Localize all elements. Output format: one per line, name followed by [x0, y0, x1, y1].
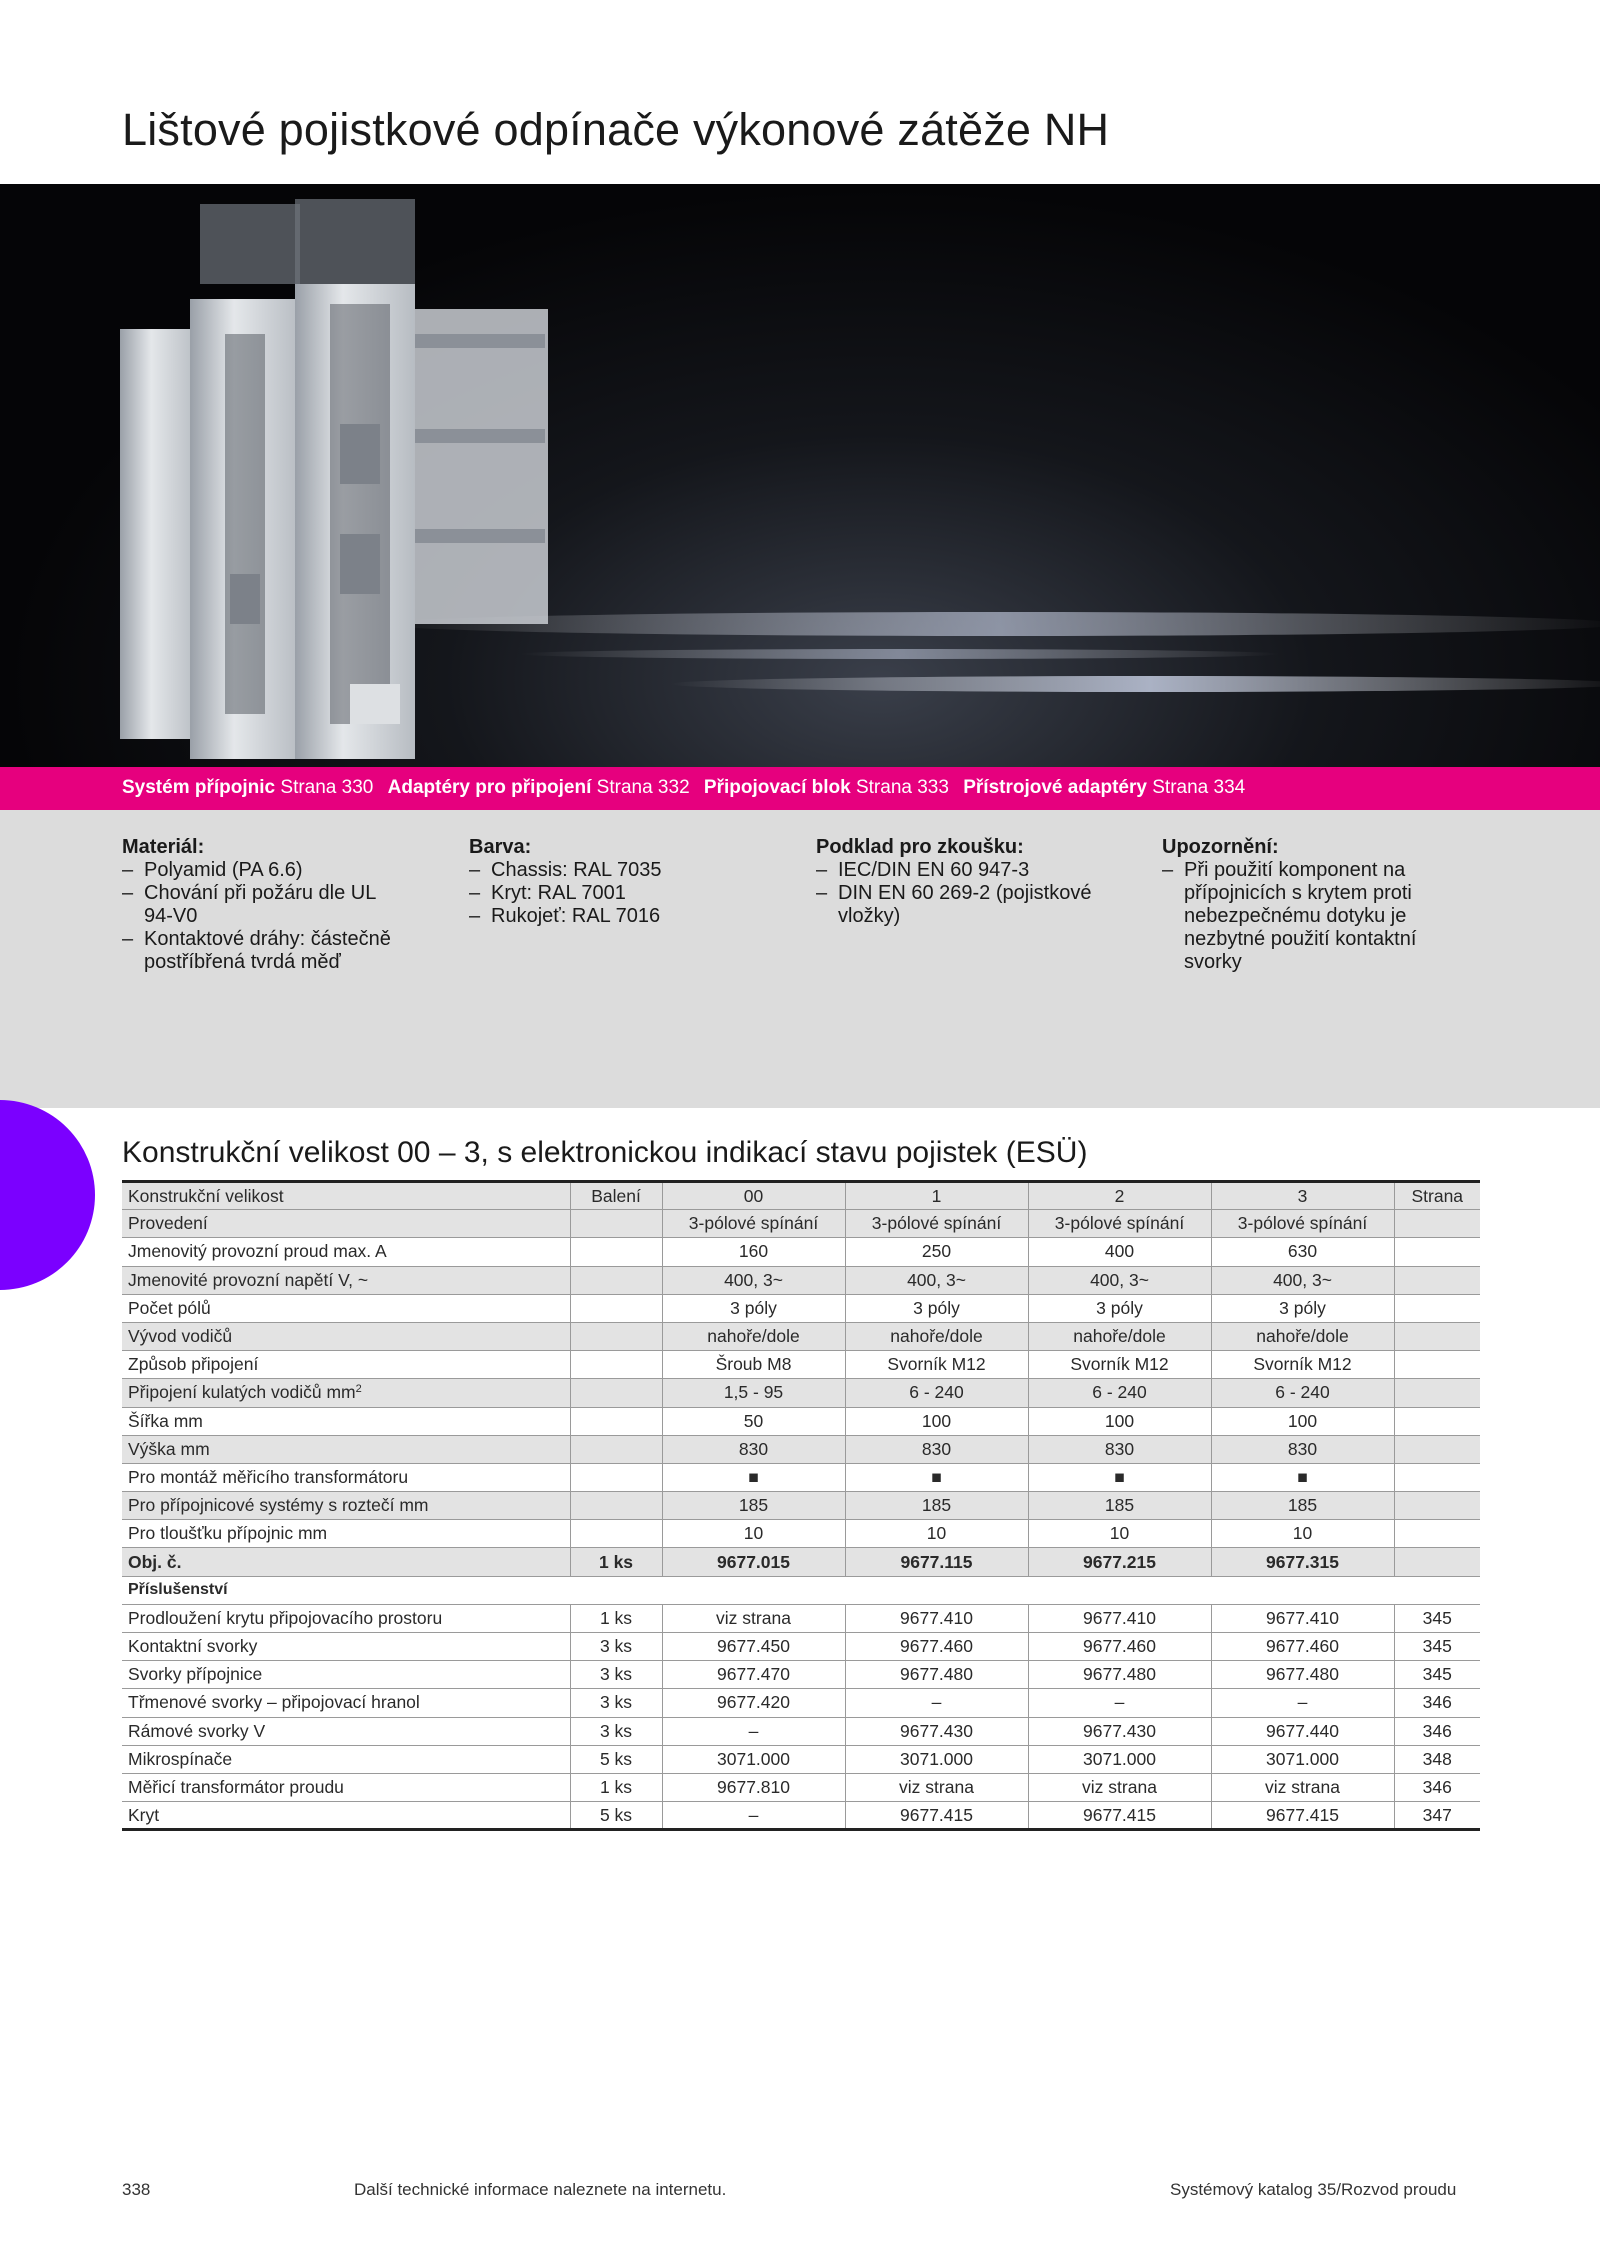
row-label: Svorky přípojnice [122, 1661, 570, 1689]
table-cell: 9677.015 [662, 1548, 845, 1576]
table-cell: 100 [1211, 1407, 1394, 1435]
table-cell: 1,5 - 95 [662, 1379, 845, 1407]
table-row [122, 1435, 1480, 1463]
table-cell: 630 [1211, 1238, 1394, 1266]
xref-connection-block-page: Strana 333 [855, 777, 949, 798]
table-cell: 9677.480 [1211, 1661, 1394, 1689]
xref-busbar-system-page: Strana 330 [280, 777, 374, 798]
table-cell: viz strana [1211, 1773, 1394, 1801]
row-label: Třmenové svorky – připojovací hranol [122, 1689, 570, 1717]
superscript: 2 [355, 1383, 362, 1396]
row-label: Měřicí transformátor proudu [122, 1773, 570, 1801]
table-cell: ■ [845, 1463, 1028, 1491]
table-cell: 400, 3~ [1028, 1266, 1211, 1294]
row-label: Připojení kulatých vodičů $mm^2$ [122, 1379, 570, 1407]
table-cell [1394, 1210, 1480, 1238]
table-cell: nahoře/dole [1028, 1322, 1211, 1350]
table-cell: 1 ks [570, 1773, 662, 1801]
table-cell [570, 1463, 662, 1491]
info-notice-heading: Upozornění: [1162, 836, 1279, 858]
row-label: Pro montáž měřicího transformátoru [122, 1463, 570, 1491]
row-label: Šířka mm [122, 1407, 570, 1435]
info-test-basis-item: – DIN EN 60 269-2 (pojistkové vložky) [816, 882, 1116, 928]
table-row [122, 1661, 1480, 1689]
row-label: Jmenovité provozní napětí V, ~ [122, 1266, 570, 1294]
table-cell: – [845, 1689, 1028, 1717]
row-label: Kontaktní svorky [122, 1633, 570, 1661]
table-row [122, 1294, 1480, 1322]
table-row [122, 1689, 1480, 1717]
table-cell [1394, 1407, 1480, 1435]
info-color-item: – Rukojeť: RAL 7016 [469, 905, 779, 928]
table-row [122, 1548, 1480, 1576]
product-photo [0, 184, 1600, 767]
table-cell [570, 1407, 662, 1435]
table-cell [1394, 1238, 1480, 1266]
table-cell [570, 1238, 662, 1266]
table-row [122, 1322, 1480, 1350]
table-cell: 00 [662, 1182, 845, 1210]
xref-connection-block[interactable]: Připojovací blok [703, 777, 851, 798]
table-cell: 3-pólové spínání [1028, 1210, 1211, 1238]
table-cell: ■ [662, 1463, 845, 1491]
accessories-heading-row [122, 1576, 1480, 1604]
table-cell: 1 ks [570, 1604, 662, 1632]
info-color [469, 836, 779, 928]
page-title: Lištové pojistkové odpínače výkonové zátěže NH [122, 104, 1110, 155]
table-cell: 3 [1211, 1182, 1394, 1210]
table-cell: 9677.460 [1211, 1633, 1394, 1661]
table-cell: 9677.410 [845, 1604, 1028, 1632]
table-cell: 5 ks [570, 1745, 662, 1773]
table-cell: 10 [1028, 1520, 1211, 1548]
table-cell: 9677.810 [662, 1773, 845, 1801]
info-test-basis-heading: Podklad pro zkoušku: [816, 836, 1024, 858]
xref-adapters[interactable]: Adaptéry pro připojení [387, 777, 592, 798]
table-cell [1394, 1520, 1480, 1548]
table-row [122, 1745, 1480, 1773]
page-number: 338 [122, 2180, 151, 2199]
table-row [122, 1633, 1480, 1661]
fuse-switch-illustration [0, 184, 1600, 767]
row-label: Jmenovitý provozní proud max. A [122, 1238, 570, 1266]
table-cell: 250 [845, 1238, 1028, 1266]
table-cell: 10 [845, 1520, 1028, 1548]
table-cell: 3 ks [570, 1689, 662, 1717]
table-cell: 9677.415 [1211, 1802, 1394, 1830]
info-test-basis [816, 836, 1126, 928]
table-cell: 3 ks [570, 1661, 662, 1689]
table-cell: 3-pólové spínání [845, 1210, 1028, 1238]
table-row [122, 1604, 1480, 1632]
row-label: Výška mm [122, 1435, 570, 1463]
table-cell: 3 póly [845, 1294, 1028, 1322]
table-cell [1394, 1492, 1480, 1520]
row-label: Kryt [122, 1802, 570, 1830]
table-row [122, 1210, 1480, 1238]
table-cell: 3071.000 [845, 1745, 1028, 1773]
table-cell: 185 [1211, 1492, 1394, 1520]
table-cell [570, 1379, 662, 1407]
row-label: Vývod vodičů [122, 1322, 570, 1350]
info-color-item: – Chassis: RAL 7035 [469, 859, 779, 882]
table-cell: 345 [1394, 1604, 1480, 1632]
table-cell: 3 póly [662, 1294, 845, 1322]
xref-device-adapters-page: Strana 334 [1152, 777, 1246, 798]
table-cell: 9677.215 [1028, 1548, 1211, 1576]
table-row [122, 1520, 1480, 1548]
table-cell: 9677.410 [1211, 1604, 1394, 1632]
row-label: Pro tloušťku přípojnic mm [122, 1520, 570, 1548]
table-cell: 185 [1028, 1492, 1211, 1520]
table-cell: Svorník M12 [1211, 1351, 1394, 1379]
table-cell: 830 [1028, 1435, 1211, 1463]
table-cell: nahoře/dole [1211, 1322, 1394, 1350]
table-cell: 2 [1028, 1182, 1211, 1210]
table-cell [1394, 1322, 1480, 1350]
table-row [122, 1182, 1480, 1210]
table-cell: 6 - 240 [1211, 1379, 1394, 1407]
footer-catalog: Systémový katalog 35/Rozvod proudu [1170, 2180, 1457, 2199]
row-label: Způsob připojení [122, 1351, 570, 1379]
section-title: Konstrukční velikost 00 – 3, s elektronickou indikací stavu pojistek (ESÜ) [122, 1136, 1088, 1169]
row-label: Provedení [122, 1210, 570, 1238]
info-notice-item: – Při použití komponent na přípojnicích s krytem proti nebezpečnému dotyku je nezbytné použití kontaktní svorky [1162, 859, 1472, 974]
info-panel [0, 810, 1600, 1108]
table-cell [1394, 1266, 1480, 1294]
info-material-item: – Chování při požáru dle UL 94-V0 [122, 882, 392, 928]
table-cell: 185 [845, 1492, 1028, 1520]
table-cell: ■ [1028, 1463, 1211, 1491]
info-notice [1162, 836, 1472, 974]
info-material-heading: Materiál: [122, 836, 205, 858]
table-cell [1394, 1463, 1480, 1491]
table-cell [570, 1435, 662, 1463]
table-cell: 346 [1394, 1717, 1480, 1745]
table-cell [570, 1294, 662, 1322]
cross-reference-bar [0, 767, 1600, 810]
table-cell: 830 [845, 1435, 1028, 1463]
row-label: Konstrukční velikost [122, 1182, 570, 1210]
table-cell: 9677.450 [662, 1633, 845, 1661]
xref-busbar-system[interactable]: Systém přípojnic [122, 777, 276, 798]
table-cell [570, 1322, 662, 1350]
table-cell: viz strana [845, 1773, 1028, 1801]
table-cell: 3071.000 [1211, 1745, 1394, 1773]
table-cell: 3071.000 [662, 1745, 845, 1773]
info-material-item: – Polyamid (PA 6.6) [122, 859, 432, 882]
table-cell: 345 [1394, 1633, 1480, 1661]
table-cell: Balení [570, 1182, 662, 1210]
table-cell: 830 [662, 1435, 845, 1463]
row-label: Pro přípojnicové systémy s roztečí mm [122, 1492, 570, 1520]
table-cell: 3071.000 [1028, 1745, 1211, 1773]
table-cell: – [662, 1802, 845, 1830]
table-cell: 346 [1394, 1689, 1480, 1717]
table-cell: nahoře/dole [845, 1322, 1028, 1350]
table-cell: 3 póly [1028, 1294, 1211, 1322]
table-cell: 9677.480 [1028, 1661, 1211, 1689]
table-cell: 50 [662, 1407, 845, 1435]
table-cell: 6 - 240 [1028, 1379, 1211, 1407]
table-cell: 400 [1028, 1238, 1211, 1266]
row-label: Prodloužení krytu připojovacího prostoru [122, 1604, 570, 1632]
table-cell: ■ [1211, 1463, 1394, 1491]
table-cell: – [662, 1717, 845, 1745]
spec-table [122, 1180, 1480, 1831]
table-cell: 1 ks [570, 1548, 662, 1576]
decorative-circle [0, 1100, 95, 1290]
table-cell: Šroub M8 [662, 1351, 845, 1379]
table-cell: Svorník M12 [1028, 1351, 1211, 1379]
table-cell [570, 1210, 662, 1238]
table-cell: viz strana [1028, 1773, 1211, 1801]
row-label: Obj. č. [122, 1548, 570, 1576]
table-cell: 185 [662, 1492, 845, 1520]
table-row [122, 1407, 1480, 1435]
table-cell: 345 [1394, 1661, 1480, 1689]
accessories-heading: Příslušenství [122, 1576, 1480, 1604]
table-row [122, 1773, 1480, 1801]
xref-device-adapters[interactable]: Přístrojové adaptéry [963, 777, 1147, 798]
table-cell: – [1028, 1689, 1211, 1717]
table-cell: – [1211, 1689, 1394, 1717]
table-cell [570, 1266, 662, 1294]
table-cell: 400, 3~ [662, 1266, 845, 1294]
table-row [122, 1802, 1480, 1830]
table-cell: 346 [1394, 1773, 1480, 1801]
table-cell: 3 ks [570, 1633, 662, 1661]
table-cell: viz strana [662, 1604, 845, 1632]
table-cell: nahoře/dole [662, 1322, 845, 1350]
table-cell: 9677.470 [662, 1661, 845, 1689]
table-cell [1394, 1435, 1480, 1463]
xref-adapters-page: Strana 332 [596, 777, 690, 798]
table-cell [1394, 1548, 1480, 1576]
table-cell: 5 ks [570, 1802, 662, 1830]
table-row [122, 1492, 1480, 1520]
table-row [122, 1238, 1480, 1266]
table-cell: 100 [845, 1407, 1028, 1435]
table-cell: Strana [1394, 1182, 1480, 1210]
row-label: Mikrospínače [122, 1745, 570, 1773]
table-cell: 9677.430 [845, 1717, 1028, 1745]
table-cell: 160 [662, 1238, 845, 1266]
table-row [122, 1379, 1480, 1407]
table-cell: 3-pólové spínání [662, 1210, 845, 1238]
table-cell [570, 1520, 662, 1548]
table-cell: 9677.410 [1028, 1604, 1211, 1632]
table-cell: 9677.420 [662, 1689, 845, 1717]
table-cell: 100 [1028, 1407, 1211, 1435]
table-row [122, 1463, 1480, 1491]
table-cell: 9677.315 [1211, 1548, 1394, 1576]
table-cell: 1 [845, 1182, 1028, 1210]
table-cell: 9677.415 [1028, 1802, 1211, 1830]
table-cell: 830 [1211, 1435, 1394, 1463]
info-material-item: – Kontaktové dráhy: částečně postříbřená tvrdá měď [122, 928, 427, 974]
table-row [122, 1266, 1480, 1294]
table-cell: 6 - 240 [845, 1379, 1028, 1407]
row-label: Rámové svorky V [122, 1717, 570, 1745]
table-cell: 9677.440 [1211, 1717, 1394, 1745]
table-cell: 348 [1394, 1745, 1480, 1773]
table-row [122, 1351, 1480, 1379]
footer-note: Další technické informace naleznete na internetu. [354, 2180, 727, 2199]
info-test-basis-item: – IEC/DIN EN 60 947-3 [816, 859, 1126, 882]
table-cell [570, 1351, 662, 1379]
table-cell: 10 [662, 1520, 845, 1548]
info-color-item: – Kryt: RAL 7001 [469, 882, 779, 905]
table-cell: 9677.460 [1028, 1633, 1211, 1661]
table-cell: 347 [1394, 1802, 1480, 1830]
table-cell [1394, 1351, 1480, 1379]
table-cell: 3 póly [1211, 1294, 1394, 1322]
table-cell: 9677.430 [1028, 1717, 1211, 1745]
table-cell: 9677.480 [845, 1661, 1028, 1689]
table-cell: 400, 3~ [1211, 1266, 1394, 1294]
table-cell [570, 1492, 662, 1520]
table-cell: 3-pólové spínání [1211, 1210, 1394, 1238]
info-color-heading: Barva: [469, 836, 532, 858]
table-cell: 3 ks [570, 1717, 662, 1745]
info-material [122, 836, 432, 974]
table-cell: 10 [1211, 1520, 1394, 1548]
table-row [122, 1717, 1480, 1745]
table-cell: 9677.415 [845, 1802, 1028, 1830]
table-cell [1394, 1294, 1480, 1322]
table-cell: 400, 3~ [845, 1266, 1028, 1294]
table-cell: Svorník M12 [845, 1351, 1028, 1379]
table-cell [1394, 1379, 1480, 1407]
table-cell: 9677.460 [845, 1633, 1028, 1661]
table-cell: 9677.115 [845, 1548, 1028, 1576]
row-label: Počet pólů [122, 1294, 570, 1322]
